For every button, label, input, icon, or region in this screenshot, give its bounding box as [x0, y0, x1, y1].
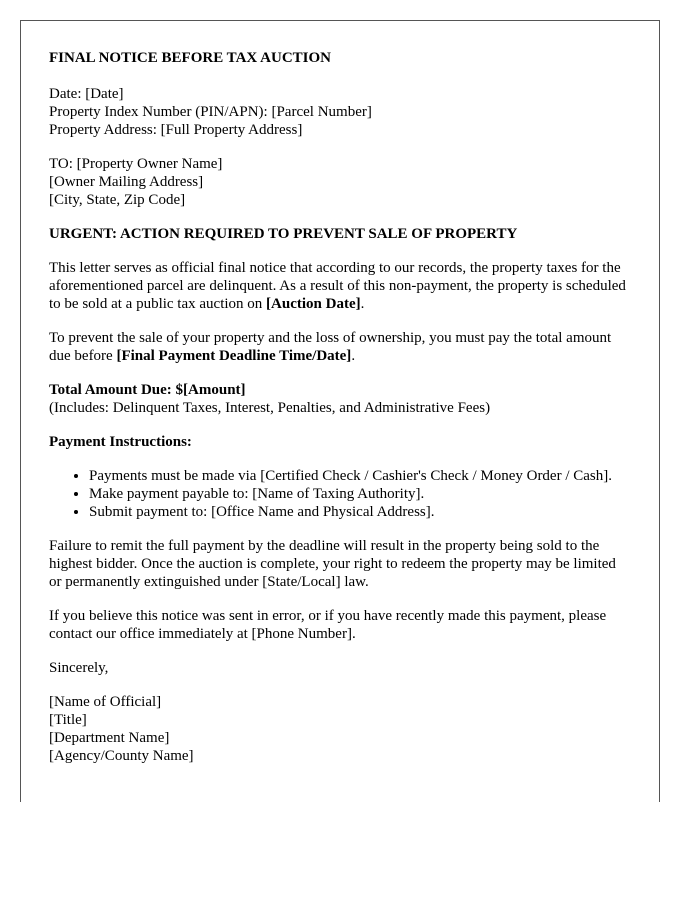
property-address-line: Property Address: [Full Property Address] [49, 122, 303, 138]
list-item: • Make payment payable to: [Name of Taxing Authority]. [89, 485, 631, 503]
notice-paragraph-text: This letter serves as official final notice that according to our records, the property taxes for the aforementioned parcel are delinquent. As a result of this non-payment, the property is scheduled to be sold at a public tax auction on [49, 260, 626, 312]
document-title: FINAL NOTICE BEFORE TAX AUCTION [49, 50, 331, 66]
list-item: • Submit payment to: [Office Name and Physical Address]. [89, 503, 631, 521]
official-name: [Name of Official] [49, 694, 162, 710]
urgent-heading: URGENT: ACTION REQUIRED TO PREVENT SALE OF PROPERTY [49, 226, 518, 242]
notice-paragraph [49, 259, 631, 313]
signature-block [49, 693, 631, 765]
header-block [49, 85, 631, 139]
auction-date: [Auction Date] [266, 296, 361, 312]
payment-deadline: [Final Payment Deadline Time/Date] [116, 348, 352, 364]
payment-instructions-list [49, 467, 631, 521]
deadline-paragraph-end: . [351, 348, 356, 364]
deadline-paragraph [49, 329, 631, 365]
date-line: Date: [Date] [49, 86, 124, 102]
deadline-paragraph-text: To prevent the sale of your property and the loss of ownership, you must pay the total amount due before [49, 330, 612, 364]
official-title: [Title] [49, 712, 87, 728]
recipient-address-line: [Owner Mailing Address] [49, 174, 204, 190]
list-item: • Payments must be made via [Certified Check / Cashier's Check / Money Order / Cash]. [89, 467, 631, 485]
agency-name: [Agency/County Name] [49, 748, 194, 764]
contact-paragraph: If you believe this notice was sent in error, or if you have recently made this payment, please contact our office immediately at [Phone Number]. [49, 608, 607, 642]
payment-instructions-heading: Payment Instructions: [49, 434, 192, 450]
department-name: [Department Name] [49, 730, 170, 746]
recipient-city-line: [City, State, Zip Code] [49, 192, 186, 208]
closing-line: Sincerely, [49, 660, 109, 676]
recipient-name-line: TO: [Property Owner Name] [49, 156, 223, 172]
recipient-block [49, 155, 631, 209]
total-amount-due: Total Amount Due: $[Amount] [49, 382, 246, 398]
notice-document [20, 20, 660, 802]
amount-block [49, 381, 631, 417]
amount-includes: (Includes: Delinquent Taxes, Interest, Penalties, and Administrative Fees) [49, 400, 491, 416]
notice-paragraph-end: . [360, 296, 365, 312]
pin-line: Property Index Number (PIN/APN): [Parcel Number] [49, 104, 372, 120]
consequence-paragraph: Failure to remit the full payment by the deadline will result in the property being sold to the highest bidder. Once the auction is complete, your right to redeem the property may be limited or permanently extinguished under [State/Local] law. [49, 538, 616, 590]
